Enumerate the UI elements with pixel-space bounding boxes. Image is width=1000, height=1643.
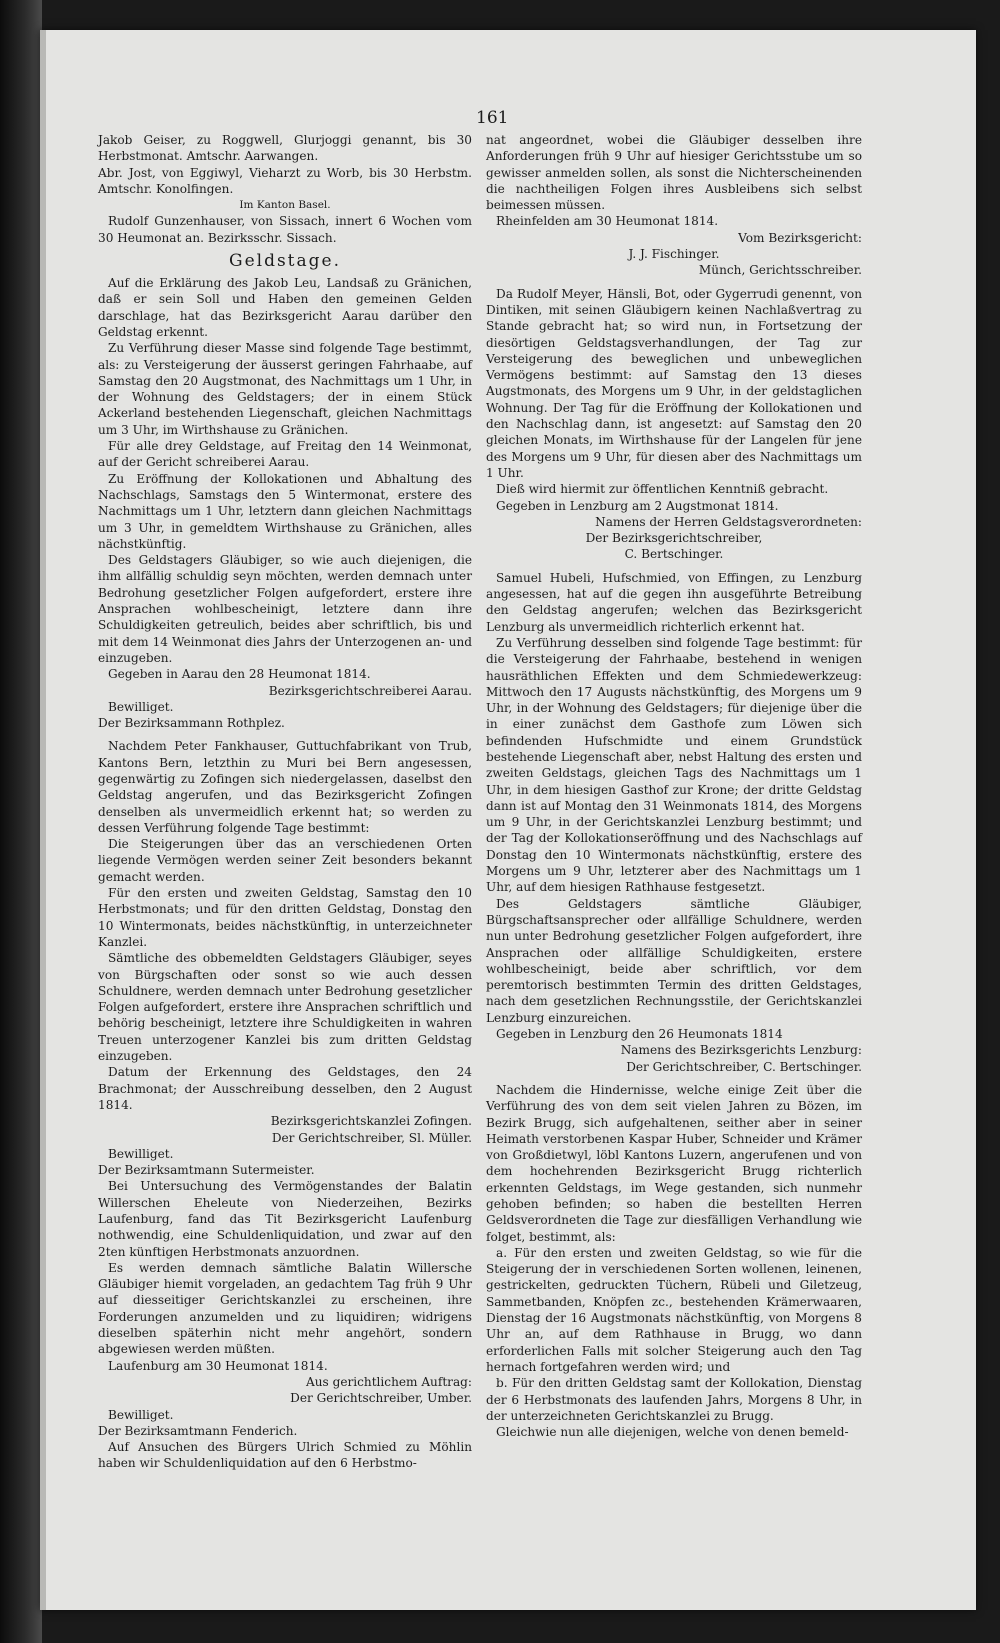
column-paragraph: Gleichwie nun alle diejenigen, welche von denen bemeld- — [496, 1425, 849, 1440]
column-paragraph: Namens des Bezirksgerichts Lenzburg: — [620, 1043, 862, 1058]
column-paragraph: Der Bezirksgerichtschreiber, — [585, 531, 763, 546]
left-column — [98, 132, 472, 1472]
column-paragraph: Dieß wird hiermit zur öffentlichen Kenntniß gebracht. — [496, 482, 829, 497]
column-paragraph: nat angeordnet, wobei die Gläubiger desselben ihre Anforderungen früh 9 Uhr auf hiesiger Gerichtsstube um so gewisser anmelden sollen, als sonst die Nichterscheinenden die nachtheiligen Folgen ihres Ausbleibens sich selbst beimessen müssen. — [486, 133, 862, 213]
column-paragraph: Der Gerichtschreiber, Sl. Müller. — [271, 1130, 472, 1145]
column-paragraph: Zu Eröffnung der Kollokationen und Abhaltung des Nachschlags, Samstags den 5 Wintermonat, erstere des Nachmittags um 1 Uhr, letztern dann gleichen Nachmittags um 3 Uhr, in gemeldtem Wirthshause zu Gränichen, alles nächstkünftig. — [98, 471, 472, 551]
column-paragraph: Im Kanton Basel. — [239, 199, 331, 212]
column-paragraph: Der Bezirksamtmann Fenderich. — [98, 1423, 298, 1438]
column-paragraph: Gegeben in Lenzburg den 26 Heumonats 1814 — [496, 1027, 783, 1042]
column-paragraph: Bewilliget. — [108, 1146, 174, 1161]
column-paragraph: Da Rudolf Meyer, Hänsli, Bot, oder Gygerrudi genennt, von Dintiken, mit seinen Gläubigern keinen Nachlaßvertrag zu Stande gebracht hat; so wird nun, in Fortsetzung der diesörtigen Geldstagsverhandlungen, der Tag zur Versteigerung des beweglichen und unbeweglichen Vermögens bestimmt: auf Samstag den 13 dieses Augstmonats, des Morgens um 9 Uhr, in der geldstaglichen Wohnung. Der Tag für die Eröffnung der Kollokationen und den Nachschlag dann, ist angesetzt: auf Samstag den 20 gleichen Monats, im Wirthshause für der Langelen für jene des Morgens um 9 Uhr, für diesen aber des Nachmittags um 1 Uhr. — [486, 286, 862, 480]
page-number: 161 — [476, 108, 509, 128]
column-paragraph: Sämtliche des obbemeldten Geldstagers Gläubiger, seyes von Bürgschaften oder sonst so wie auch dessen Schuldnere, werden demnach unter Bedrohung gesetzlicher Folgen aufgefordert, erstere ihre Ansprachen schriftlich und behörig bescheinigt, letztere ihre Schuldigkeiten in wahren Treuen unterzogener Kanzlei bis zum dritten Geldstag einzugeben. — [98, 951, 472, 1064]
column-paragraph: Bezirksgerichtschreiberei Aarau. — [268, 683, 472, 698]
column-paragraph: Samuel Hubeli, Hufschmied, von Effingen, zu Lenzburg angesessen, hat auf die gegen ihn ausgeführte Betreibung den Geldstag angerufen; welchen das Bezirksgericht Lenzburg als unvermeidlich richterlich erkennt hat. — [486, 570, 862, 634]
column-paragraph: Auf Ansuchen des Bürgers Ulrich Schmied zu Möhlin haben wir Schuldenliquidation auf den 6 Herbstmo- — [98, 1440, 472, 1471]
column-paragraph: Geldstage. — [229, 251, 341, 272]
column-paragraph: Jakob Geiser, zu Roggwell, Glurjoggi genannt, bis 30 Herbstmonat. Amtschr. Aarwangen. — [98, 133, 472, 164]
column-paragraph: a. Für den ersten und zweiten Geldstag, so wie für die Steigerung der in verschiedenen Sorten wollenen, leinenen, gestrickelten, gedruckten Tüchern, Rübeli und Giletzeug, Sammetbanden, Knöpfen zc., bestehenden Krämerwaaren, Dienstag der 16 Augstmonats nächstkünftig, von Morgens 8 Uhr an, auf dem Rathhause in Brugg, wo dann erforderlichen Falls mit solcher Steigerung auch den Tag hernach fortgefahren werden wird; und — [486, 1245, 862, 1374]
column-paragraph: Aus gerichtlichem Auftrag: — [306, 1374, 472, 1389]
column-paragraph: Des Geldstagers Gläubiger, so wie auch diejenigen, die ihm allfällig schuldig seyn möchten, werden demnach unter Bedrohung gesetzlicher Folgen aufgefordert, erstere ihre Ansprachen wohlbescheinigt, letztere dann ihre Schuldigkeiten getreulich, beides aber schriftlich, bis und mit dem 14 Weinmonat dies Jahrs der Unterzogenen an- und einzugeben. — [98, 553, 472, 665]
column-paragraph: Gegeben in Aarau den 28 Heumonat 1814. — [108, 667, 371, 682]
column-paragraph: Für alle drey Geldstage, auf Freitag den 14 Weinmonat, auf der Gericht schreiberei Aarau. — [98, 439, 472, 470]
column-paragraph: b. Für den dritten Geldstag samt der Kollokation, Dienstag der 6 Herbstmonats des laufenden Jahrs, Morgens 8 Uhr, in der unterzeichneten Gerichtskanzlei zu Brugg. — [486, 1376, 862, 1423]
column-paragraph: Datum der Erkennung des Geldstages, den 24 Brachmonat; der Ausschreibung desselben, den 2 August 1814. — [98, 1065, 472, 1112]
right-column — [486, 132, 862, 1440]
column-paragraph: Abr. Jost, von Eggiwyl, Vieharzt zu Worb, bis 30 Herbstm. Amtschr. Konolfingen. — [98, 165, 472, 196]
column-paragraph: C. Bertschinger. — [624, 547, 724, 562]
column-paragraph: Des Geldstagers sämtliche Gläubiger, Bürgschaftsansprecher oder allfällige Schuldnere, werden nun unter Bedrohung gesetzlicher Folgen aufgefordert, ihre Ansprachen oder allfällige Schuldigkeiten, erstere wohlbescheinigt, beide aber schriftlich, vor dem peremtorisch bestimmten Termin des dritten Geldstages, nach dem gesetzlichen Rechnungsstile, der Gerichtskanzlei Lenzburg einzureichen. — [486, 896, 862, 1025]
column-paragraph: Nachdem die Hindernisse, welche einige Zeit über die Verführung des von dem seit vielen Jahren zu Bözen, im Bezirk Brugg, sich aufgehaltenen, seither aber in seiner Heimath verstorbenen Kaspar Huber, Schneider und Krämer von Großdietwyl, löbl Kantons Luzern, angerufenen und von dem hochehrenden Bezirksgericht Brugg richterlich erkennten Geldstags, im Wege gestanden, sich nunmehr gehoben befinden; so haben die bestellten Herren Geldsverordneten die Tage zur diesfälligen Verhandlung wie folget, bestimmt, als: — [486, 1082, 862, 1244]
column-paragraph: Rheinfelden am 30 Heumonat 1814. — [496, 214, 719, 229]
column-paragraph: Für den ersten und zweiten Geldstag, Samstag den 10 Herbstmonats; und für den dritten Geldstag, Donstag den 10 Wintermonats, beides nächstkünftig, in unterzeichneter Kanzlei. — [98, 886, 472, 949]
newspaper-page — [40, 30, 976, 1610]
column-paragraph: J. J. Fischinger. — [628, 247, 720, 262]
column-paragraph: Bewilliget. — [108, 1407, 174, 1422]
column-paragraph: Vom Bezirksgericht: — [738, 230, 862, 245]
column-paragraph: Es werden demnach sämtliche Balatin Willersche Gläubiger hiemit vorgeladen, an gedachtem Tag früh 9 Uhr auf diesseitiger Gerichtskanzlei zu erscheinen, ihre Forderungen anzumelden und zu liquidiren; widrigens dieselben späterhin nicht mehr angehört, sondern abgewiesen werden müßten. — [98, 1260, 472, 1357]
column-paragraph: Bewilliget. — [108, 699, 174, 714]
column-paragraph: Namens der Herren Geldstagsverordneten: — [595, 514, 862, 529]
column-paragraph: Der Gerichtschreiber, C. Bertschinger. — [626, 1059, 862, 1074]
column-paragraph: Rudolf Gunzenhauser, von Sissach, innert 6 Wochen vom 30 Heumonat an. Bezirksschr. Sissach. — [98, 214, 472, 245]
scan-binding-edge — [0, 0, 42, 1643]
column-paragraph: Zu Verführung dieser Masse sind folgende Tage bestimmt, als: zu Versteigerung der äusserst geringen Fahrhaabe, auf Samstag den 20 Augstmonat, des Nachmittags um 1 Uhr, in der Wohnung des Geldstagers; der in einem Stück Ackerland bestehenden Liegenschaft, gleichen Nachmittags um 3 Uhr, im Wirthshause zu Gränichen. — [98, 341, 472, 437]
column-paragraph: Der Gerichtschreiber, Umber. — [290, 1391, 472, 1406]
column-paragraph: Bei Untersuchung des Vermögenstandes der Balatin Willerschen Eheleute von Niederzeihen, Bezirks Laufenburg, fand das Tit Bezirksgericht Laufenburg nothwendig, eine Schuldenliquidation, und zwar auf den 2ten künftigen Herbstmonats anzuordnen. — [98, 1179, 472, 1259]
column-paragraph: Der Bezirksammann Rothplez. — [98, 716, 285, 731]
column-paragraph: Bezirksgerichtskanzlei Zofingen. — [270, 1114, 472, 1129]
column-paragraph: Laufenburg am 30 Heumonat 1814. — [108, 1358, 328, 1373]
column-paragraph: Nachdem Peter Fankhauser, Guttuchfabrikant von Trub, Kantons Bern, letzthin zu Muri bei Bern angesessen, gegenwärtig zu Zofingen sich niedergelassen, daselbst den Geldstag angerufen, und das Bezirksgericht Zofingen denselben als unvermeidlich erkennt hat; so werden zu dessen Verführung folgende Tage bestimmt: — [98, 739, 472, 835]
column-paragraph: Zu Verführung desselben sind folgende Tage bestimmt: für die Versteigerung der Fahrhaabe, bestehend in wenigen hausräthlichen Effekten und dem Schmiedewerkzeug: Mittwoch den 17 Augusts nächstkünftig, des Morgens um 9 Uhr, in der Wohnung des Geldstagers; für diejenige über die in einer zunächst dem Gasthofe zum Löwen sich befindenden Hufschmidte und einem Grundstück bestehende Liegenschaft aber, nebst Haltung des ersten und zweiten Geldstags, gleichen Tags des Nachmittags um 1 Uhr, in dem hiesigen Gasthof zur Krone; der dritte Geldstag dann ist auf Montag den 31 Weinmonats 1814, des Morgens um 9 Uhr, in der Gerichtskanzlei Lenzburg bestimmt; und der Tag der Kollokationseröffnung und des Nachschlags auf Donstag den 10 Wintermonats nächstkünftig, erstere des Morgens um 9 Uhr, letzterer aber des Nachmittags um 1 Uhr, auf dem hiesigen Rathhause festgesetzt. — [486, 635, 862, 895]
column-paragraph: Auf die Erklärung des Jakob Leu, Landsaß zu Gränichen, daß er sein Soll und Haben den gemeinen Gelden darschlage, hat das Bezirksgericht Aarau darüber den Geldstag erkennt. — [98, 276, 472, 339]
column-paragraph: Die Steigerungen über das an verschiedenen Orten liegende Vermögen werden seiner Zeit besonders bekannt gemacht werden. — [98, 837, 472, 884]
column-paragraph: Gegeben in Lenzburg am 2 Augstmonat 1814. — [496, 498, 779, 513]
column-paragraph: Der Bezirksamtmann Sutermeister. — [98, 1163, 315, 1178]
column-paragraph: Münch, Gerichtsschreiber. — [698, 263, 862, 278]
